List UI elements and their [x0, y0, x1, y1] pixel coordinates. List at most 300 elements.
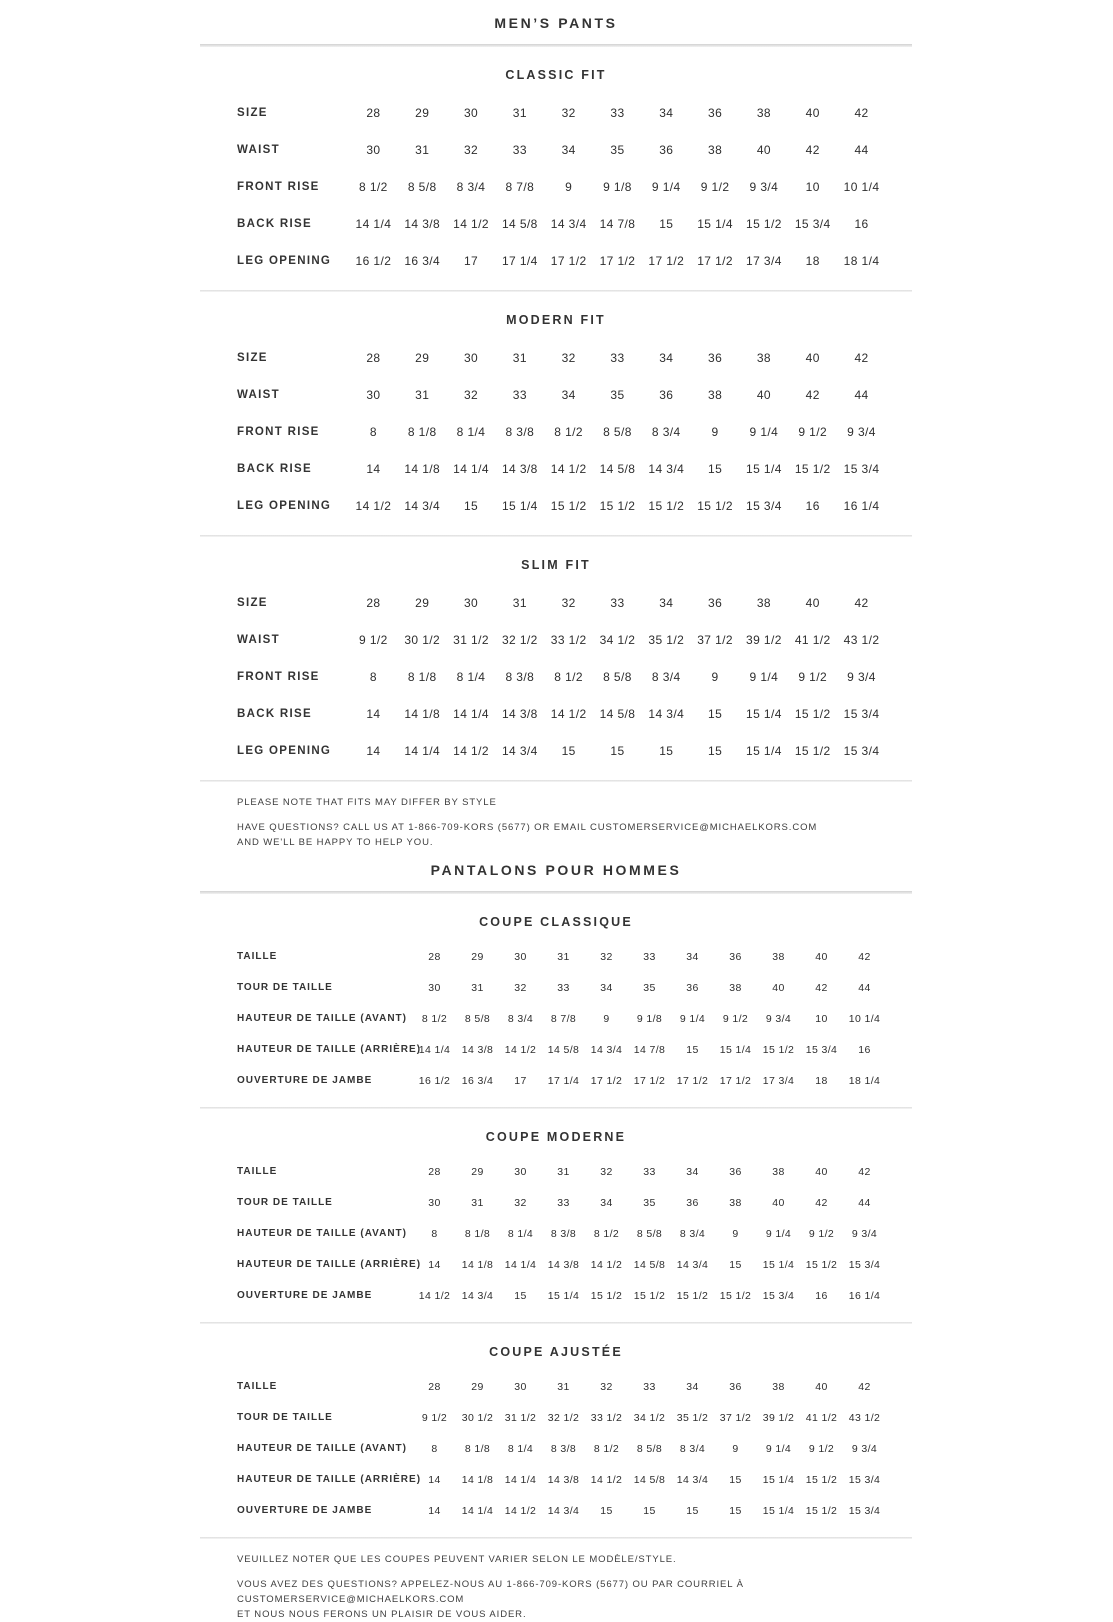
value-cell: 14: [366, 743, 381, 758]
value-cell: 16: [854, 216, 869, 231]
value-cell: 14 3/8: [547, 1258, 580, 1271]
value-cell: 33 1/2: [590, 1411, 623, 1424]
value-cell: 9 3/4: [749, 179, 779, 194]
value-cell: 31: [557, 1165, 570, 1178]
value-cell: 31: [471, 1196, 484, 1209]
value-cell: 15 3/4: [848, 1473, 881, 1486]
value-cell: 8 1/8: [464, 1227, 491, 1240]
value-cell: 38: [772, 950, 785, 963]
section-heading: COUPE MODERNE: [485, 1130, 627, 1144]
row-label: HAUTEUR DE TAILLE (AVANT): [237, 1228, 407, 1239]
value-cell: 14 3/4: [648, 461, 685, 476]
value-cell: 33: [643, 950, 656, 963]
value-cell: 29: [415, 595, 430, 610]
note-fit-differs-fr: VEUILLEZ NOTER QUE LES COUPES PEUVENT VARIER SELON LE MODÈLE/STYLE.: [237, 1554, 677, 1565]
value-cell: 37 1/2: [719, 1411, 752, 1424]
row-values: [349, 670, 912, 684]
value-cell: 28: [366, 105, 381, 120]
value-cell: 14 5/8: [633, 1473, 666, 1486]
row-values: [349, 499, 912, 513]
row-values: [413, 982, 912, 994]
value-cell: 15 1/2: [746, 216, 782, 231]
value-cell: 33: [610, 595, 625, 610]
value-cell: 15 3/4: [805, 1043, 838, 1056]
divider-section: [200, 290, 912, 292]
value-cell: 14 1/2: [590, 1258, 623, 1271]
section-classic-fit: [200, 68, 912, 279]
value-cell: 15 1/4: [762, 1504, 795, 1517]
row-label: TOUR DE TAILLE: [237, 1197, 333, 1208]
row-label: WAIST: [237, 388, 280, 401]
table-row: [200, 1464, 912, 1495]
notes-en: [200, 795, 912, 850]
value-cell: 42: [854, 105, 869, 120]
value-cell: 15: [686, 1504, 699, 1517]
value-cell: 40: [805, 105, 820, 120]
value-cell: 8 3/8: [505, 424, 535, 439]
value-cell: 30 1/2: [461, 1411, 494, 1424]
row-label: BACK RISE: [237, 707, 312, 720]
value-cell: 30: [366, 387, 381, 402]
value-cell: 44: [858, 981, 871, 994]
section-heading: MODERN FIT: [506, 313, 606, 327]
value-cell: 8 5/8: [603, 669, 632, 684]
value-cell: 40: [756, 142, 771, 157]
table-row: [200, 376, 912, 413]
value-cell: 35 1/2: [648, 632, 685, 647]
value-cell: 36: [729, 1165, 742, 1178]
value-cell: 31: [557, 1380, 570, 1393]
value-cell: 8 1/8: [464, 1442, 491, 1455]
page-title-fr: PANTALONS POUR HOMMES: [430, 862, 682, 878]
value-cell: 31: [557, 950, 570, 963]
value-cell: 14 5/8: [599, 461, 636, 476]
value-cell: 14 5/8: [633, 1258, 666, 1271]
row-values: [349, 425, 912, 439]
note-contact-fr-line1: VOUS AVEZ DES QUESTIONS? APPELEZ-NOUS AU 1-866-709-KORS (5677) OU PAR COURRIEL À CUSTOMERSERVICE@MICHAELKORS.COM: [237, 1579, 744, 1605]
value-cell: 9 1/4: [765, 1227, 792, 1240]
note-fit-differs: PLEASE NOTE THAT FITS MAY DIFFER BY STYLE: [237, 797, 497, 808]
value-cell: 33: [643, 1380, 656, 1393]
value-cell: 16 3/4: [461, 1074, 494, 1087]
value-cell: 31 1/2: [504, 1411, 537, 1424]
value-cell: 14 1/4: [453, 461, 489, 476]
value-cell: 10 1/4: [848, 1012, 881, 1025]
value-cell: 31: [415, 387, 430, 402]
value-cell: 15 1/4: [697, 216, 733, 231]
value-cell: 15: [610, 743, 625, 758]
value-cell: 14 3/4: [676, 1258, 709, 1271]
value-cell: 15 1/2: [633, 1289, 666, 1302]
value-cell: 35 1/2: [676, 1411, 709, 1424]
divider-major: [200, 891, 912, 894]
table-row: [200, 1402, 912, 1433]
value-cell: 40: [772, 1196, 785, 1209]
value-cell: 17 1/4: [547, 1074, 580, 1087]
value-cell: 35: [643, 1196, 656, 1209]
value-cell: 34: [659, 350, 674, 365]
value-cell: 17 1/2: [719, 1074, 752, 1087]
value-cell: 15 1/2: [599, 498, 636, 513]
row-label: TOUR DE TAILLE: [237, 1412, 333, 1423]
value-cell: 42: [854, 595, 869, 610]
value-cell: 40: [772, 981, 785, 994]
value-cell: 15 3/4: [843, 743, 880, 758]
row-values: [413, 1505, 912, 1517]
value-cell: 14 3/4: [547, 1504, 580, 1517]
value-cell: 28: [428, 1380, 441, 1393]
row-values: [349, 180, 912, 194]
value-cell: 9: [603, 1012, 610, 1025]
value-cell: 40: [815, 1380, 828, 1393]
value-cell: 32: [561, 595, 576, 610]
table-row: [200, 1495, 912, 1526]
section-heading: COUPE AJUSTÉE: [489, 1345, 623, 1359]
value-cell: 15 1/2: [719, 1289, 752, 1302]
row-label: WAIST: [237, 143, 280, 156]
value-cell: 29: [415, 350, 430, 365]
value-cell: 28: [366, 350, 381, 365]
value-cell: 33: [557, 981, 570, 994]
value-cell: 33: [512, 387, 527, 402]
row-values: [413, 1166, 912, 1178]
value-cell: 15 1/2: [805, 1504, 838, 1517]
value-cell: 18 1/4: [843, 253, 880, 268]
value-cell: 38: [772, 1165, 785, 1178]
row-label: BACK RISE: [237, 217, 312, 230]
value-cell: 9 1/4: [679, 1012, 706, 1025]
value-cell: 31: [415, 142, 430, 157]
value-cell: 14 3/8: [547, 1473, 580, 1486]
value-cell: 34: [600, 1196, 613, 1209]
table-row: [200, 1156, 912, 1187]
value-cell: 8 1/4: [456, 424, 486, 439]
row-label: BACK RISE: [237, 462, 312, 475]
value-cell: 17: [514, 1074, 527, 1087]
divider-major: [200, 44, 912, 47]
value-cell: 8: [431, 1227, 438, 1240]
value-cell: 9 3/4: [847, 669, 876, 684]
value-cell: 15: [729, 1504, 742, 1517]
value-cell: 15: [561, 743, 576, 758]
value-cell: 8 1/2: [359, 179, 388, 194]
section-heading: CLASSIC FIT: [505, 68, 607, 82]
table-row: [200, 972, 912, 1003]
value-cell: 33 1/2: [550, 632, 587, 647]
page-title-en: MEN’S PANTS: [494, 15, 618, 31]
value-cell: 14 1/4: [355, 216, 392, 231]
value-cell: 8 1/2: [593, 1442, 620, 1455]
value-cell: 44: [858, 1196, 871, 1209]
value-cell: 18: [815, 1074, 828, 1087]
value-cell: 17 3/4: [762, 1074, 795, 1087]
table-row: [200, 1065, 912, 1096]
row-label: FRONT RISE: [237, 425, 320, 438]
row-values: [349, 217, 912, 231]
value-cell: 8 1/2: [554, 669, 583, 684]
row-label: HAUTEUR DE TAILLE (ARRIÈRE): [237, 1474, 422, 1485]
value-cell: 9 1/2: [722, 1012, 749, 1025]
value-cell: 32: [463, 142, 479, 157]
value-cell: 15 1/2: [697, 498, 733, 513]
value-cell: 42: [805, 142, 820, 157]
value-cell: 9 1/4: [749, 424, 779, 439]
section-heading: COUPE CLASSIQUE: [479, 915, 633, 929]
value-cell: 43 1/2: [843, 632, 880, 647]
value-cell: 36: [708, 105, 723, 120]
value-cell: 31: [512, 595, 527, 610]
value-cell: 38: [756, 595, 771, 610]
value-cell: 38: [756, 350, 771, 365]
value-cell: 15 3/4: [762, 1289, 795, 1302]
value-cell: 14 1/2: [550, 461, 587, 476]
value-cell: 9 1/2: [798, 669, 828, 684]
row-label: TAILLE: [237, 1381, 278, 1392]
value-cell: 14: [428, 1504, 441, 1517]
value-cell: 8: [431, 1442, 438, 1455]
size-table: [200, 584, 912, 769]
row-label: SIZE: [237, 351, 268, 364]
value-cell: 14 5/8: [501, 216, 538, 231]
value-cell: 8 1/4: [456, 669, 486, 684]
row-label: HAUTEUR DE TAILLE (AVANT): [237, 1013, 407, 1024]
row-values: [413, 1075, 912, 1087]
value-cell: 14 3/8: [404, 216, 441, 231]
value-cell: 16 1/4: [848, 1289, 881, 1302]
value-cell: 17 1/2: [697, 253, 733, 268]
row-label: SIZE: [237, 596, 268, 609]
value-cell: 29: [471, 1165, 484, 1178]
value-cell: 14 1/8: [461, 1258, 494, 1271]
value-cell: 15 1/2: [648, 498, 685, 513]
value-cell: 30: [514, 1165, 527, 1178]
value-cell: 8 5/8: [407, 179, 437, 194]
value-cell: 16 3/4: [404, 253, 441, 268]
row-label: TAILLE: [237, 1166, 278, 1177]
value-cell: 15 1/2: [794, 706, 831, 721]
row-values: [349, 143, 912, 157]
value-cell: 42: [815, 981, 828, 994]
value-cell: 15: [659, 743, 674, 758]
value-cell: 8: [369, 424, 377, 439]
value-cell: 32: [561, 105, 576, 120]
row-label: FRONT RISE: [237, 180, 320, 193]
value-cell: 9 3/4: [765, 1012, 792, 1025]
value-cell: 14 1/2: [418, 1289, 451, 1302]
value-cell: 34: [600, 981, 613, 994]
value-cell: 34: [686, 1165, 699, 1178]
value-cell: 15 1/2: [794, 743, 831, 758]
value-cell: 15: [729, 1258, 742, 1271]
value-cell: 38: [729, 1196, 742, 1209]
value-cell: 36: [708, 595, 723, 610]
value-cell: 36: [729, 1380, 742, 1393]
value-cell: 8 3/4: [651, 424, 681, 439]
divider-section: [200, 535, 912, 537]
row-label: OUVERTURE DE JAMBE: [237, 1290, 373, 1301]
value-cell: 15: [659, 216, 674, 231]
table-row: [200, 413, 912, 450]
row-values: [349, 744, 912, 758]
value-cell: 8 1/2: [554, 424, 583, 439]
value-cell: 30: [428, 1196, 441, 1209]
value-cell: 14 1/8: [404, 706, 441, 721]
value-cell: 14 3/8: [501, 706, 538, 721]
value-cell: 30: [428, 981, 441, 994]
value-cell: 44: [854, 142, 869, 157]
value-cell: 34: [561, 387, 576, 402]
value-cell: 38: [708, 142, 723, 157]
value-cell: 8 5/8: [464, 1012, 491, 1025]
row-values: [413, 1044, 912, 1056]
section-coupe-moderne: [200, 1130, 912, 1311]
row-values: [349, 462, 912, 476]
row-values: [413, 1443, 912, 1455]
value-cell: 15 3/4: [843, 461, 880, 476]
value-cell: 14 1/2: [355, 498, 392, 513]
value-cell: 9 3/4: [851, 1227, 878, 1240]
value-cell: 36: [729, 950, 742, 963]
row-values: [413, 1197, 912, 1209]
row-values: [349, 106, 912, 120]
value-cell: 14 1/2: [453, 216, 489, 231]
value-cell: 15: [729, 1473, 742, 1486]
divider-section: [200, 1537, 912, 1539]
value-cell: 42: [858, 950, 871, 963]
value-cell: 17 3/4: [746, 253, 782, 268]
row-values: [349, 596, 912, 610]
table-row: [200, 941, 912, 972]
value-cell: 42: [805, 387, 820, 402]
value-cell: 31 1/2: [453, 632, 489, 647]
table-row: [200, 1218, 912, 1249]
table-row: [200, 1034, 912, 1065]
table-row: [200, 658, 912, 695]
value-cell: 32 1/2: [501, 632, 538, 647]
value-cell: 34: [659, 105, 674, 120]
value-cell: 9 1/8: [603, 179, 632, 194]
value-cell: 37 1/2: [697, 632, 733, 647]
table-row: [200, 94, 912, 131]
row-label: HAUTEUR DE TAILLE (ARRIÈRE): [237, 1044, 422, 1055]
row-values: [413, 1259, 912, 1271]
value-cell: 39 1/2: [746, 632, 782, 647]
divider-section: [200, 1322, 912, 1324]
section-coupe-classique: [200, 915, 912, 1096]
value-cell: 8: [369, 669, 377, 684]
value-cell: 30: [366, 142, 381, 157]
value-cell: 35: [610, 142, 625, 157]
value-cell: 10: [805, 179, 820, 194]
size-table: [200, 1156, 912, 1311]
note-contact-line1: HAVE QUESTIONS? CALL US AT 1-866-709-KORS (5677) OR EMAIL CUSTOMERSERVICE@MICHAELKORS.COM: [237, 822, 818, 833]
value-cell: 29: [471, 950, 484, 963]
table-row: [200, 1371, 912, 1402]
value-cell: 14 1/4: [461, 1504, 494, 1517]
value-cell: 15: [643, 1504, 656, 1517]
value-cell: 34: [561, 142, 576, 157]
value-cell: 15 1/2: [676, 1289, 709, 1302]
value-cell: 17 1/2: [590, 1074, 623, 1087]
value-cell: 9: [711, 669, 719, 684]
table-row: [200, 242, 912, 279]
value-cell: 39 1/2: [762, 1411, 795, 1424]
value-cell: 29: [415, 105, 430, 120]
value-cell: 9: [732, 1442, 739, 1455]
row-label: LEG OPENING: [237, 744, 332, 757]
table-row: [200, 1187, 912, 1218]
value-cell: 9: [565, 179, 573, 194]
value-cell: 29: [471, 1380, 484, 1393]
value-cell: 38: [756, 105, 771, 120]
row-values: [413, 951, 912, 963]
value-cell: 14 1/4: [404, 743, 441, 758]
value-cell: 8 3/4: [651, 669, 681, 684]
value-cell: 14 1/4: [504, 1258, 537, 1271]
value-cell: 28: [428, 1165, 441, 1178]
value-cell: 16: [858, 1043, 871, 1056]
value-cell: 42: [858, 1165, 871, 1178]
size-table: [200, 339, 912, 524]
value-cell: 42: [854, 350, 869, 365]
size-table: [200, 1371, 912, 1526]
table-row: [200, 1003, 912, 1034]
value-cell: 32: [600, 1165, 613, 1178]
value-cell: 30: [514, 950, 527, 963]
value-cell: 35: [610, 387, 625, 402]
value-cell: 14 1/2: [550, 706, 587, 721]
value-cell: 8 5/8: [636, 1227, 663, 1240]
value-cell: 16 1/2: [355, 253, 392, 268]
value-cell: 17 1/2: [550, 253, 587, 268]
value-cell: 9 1/4: [749, 669, 779, 684]
value-cell: 15: [708, 743, 723, 758]
value-cell: 14: [366, 706, 381, 721]
table-row: [200, 131, 912, 168]
value-cell: 32: [514, 1196, 527, 1209]
value-cell: 15 3/4: [848, 1504, 881, 1517]
value-cell: 14 3/4: [550, 216, 587, 231]
value-cell: 44: [854, 387, 869, 402]
value-cell: 14 1/2: [504, 1043, 537, 1056]
value-cell: 15 1/2: [805, 1473, 838, 1486]
row-values: [349, 633, 912, 647]
value-cell: 10: [815, 1012, 828, 1025]
value-cell: 28: [366, 595, 381, 610]
value-cell: 14 3/4: [501, 743, 538, 758]
value-cell: 9 1/2: [421, 1411, 448, 1424]
value-cell: 14: [366, 461, 381, 476]
value-cell: 17 1/2: [633, 1074, 666, 1087]
value-cell: 33: [610, 105, 625, 120]
section-heading: SLIM FIT: [521, 558, 591, 572]
value-cell: 31: [471, 981, 484, 994]
row-label: HAUTEUR DE TAILLE (ARRIÈRE): [237, 1259, 422, 1270]
value-cell: 14 1/4: [504, 1473, 537, 1486]
value-cell: 14 3/8: [461, 1043, 494, 1056]
divider-section: [200, 780, 912, 782]
value-cell: 15: [514, 1289, 527, 1302]
value-cell: 14 3/8: [501, 461, 538, 476]
value-cell: 15 1/4: [746, 706, 782, 721]
value-cell: 28: [428, 950, 441, 963]
row-values: [413, 1381, 912, 1393]
section-slim-fit: [200, 558, 912, 769]
value-cell: 8 3/4: [679, 1227, 706, 1240]
value-cell: 9 1/2: [808, 1442, 835, 1455]
value-cell: 30: [463, 595, 479, 610]
value-cell: 9 1/4: [765, 1442, 792, 1455]
